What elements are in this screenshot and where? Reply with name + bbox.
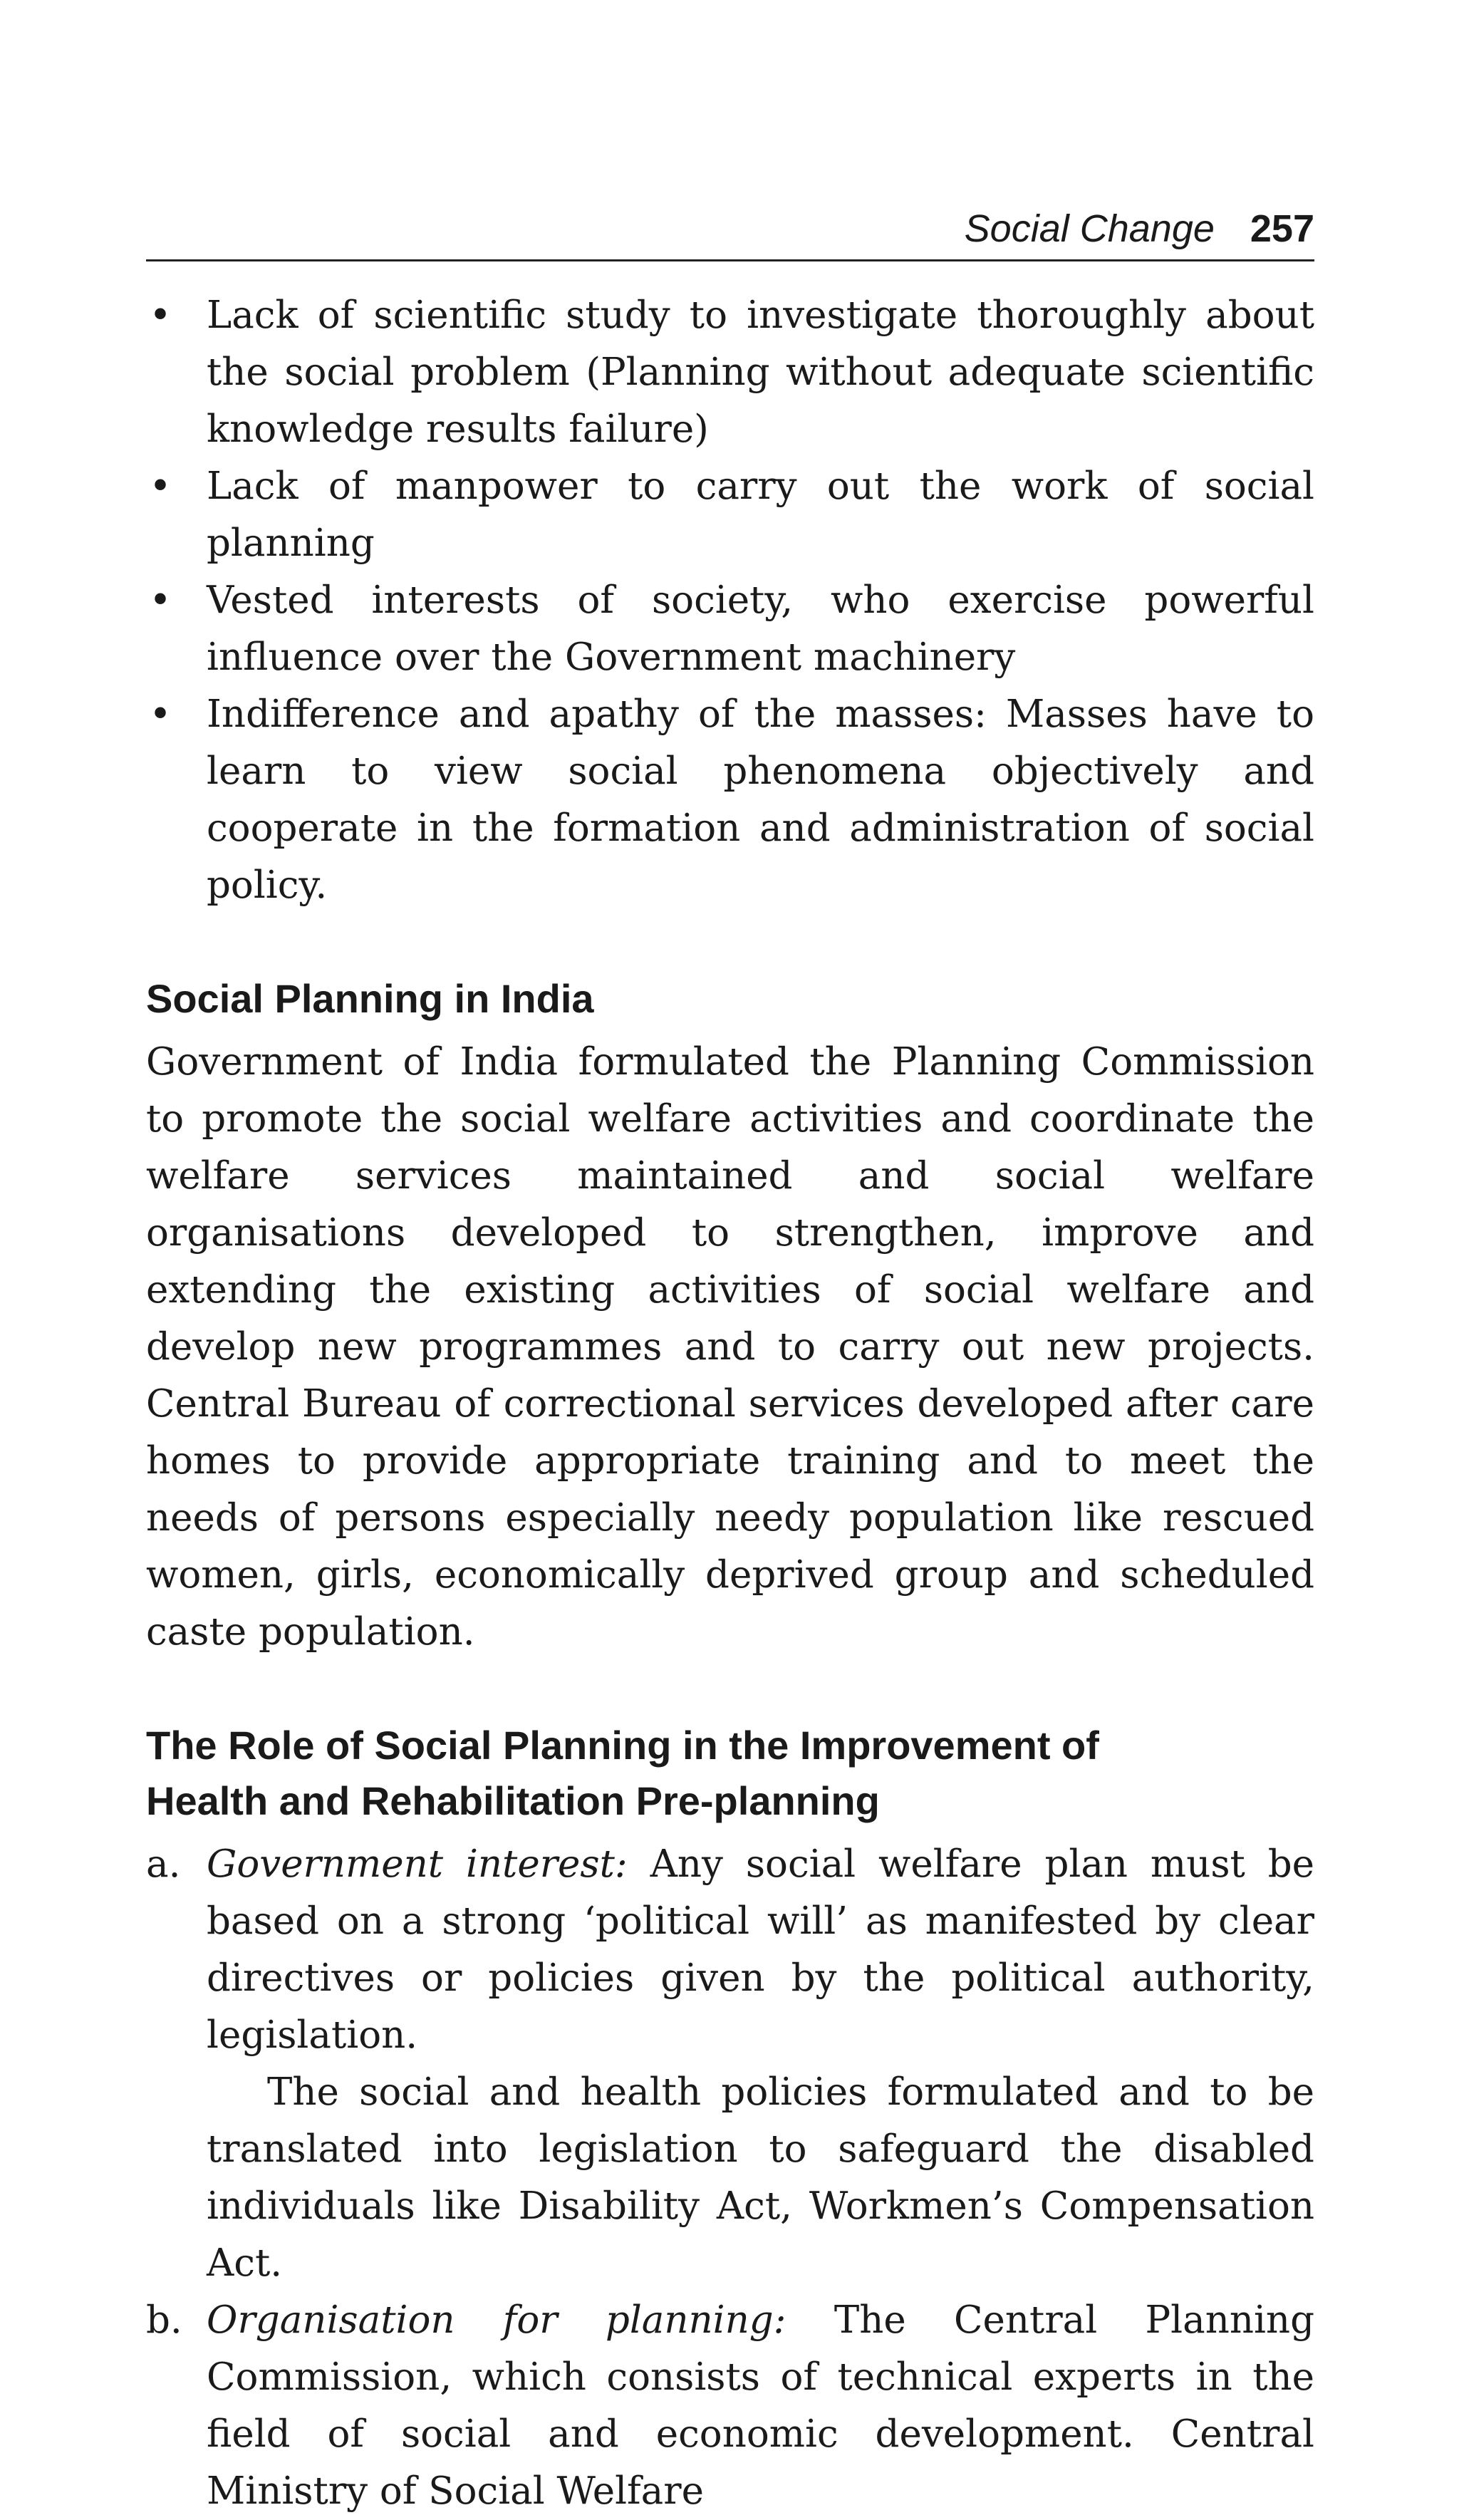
bullet-list <box>146 287 1314 914</box>
page-number: 257 <box>1250 207 1314 250</box>
bullet-marker: • <box>149 465 172 508</box>
section-paragraph: Government of India formulated the Planning Commission to promote the social welfare activities and coordinate the welfare services maintained and social welfare organisations developed to strengthen, improve and extending the existing activities of social welfare and develop new programmes and to carry out new projects. Central Bureau of correctional services developed after care homes to provide appropriate training and to meet the needs of persons especially needy population like rescued women, girls, economically deprived group and scheduled caste population. <box>146 1040 1314 1654</box>
bullet-item <box>146 686 1314 914</box>
bullet-text: Indifference and apathy of the masses: Masses have to learn to view social phenomena objectively and cooperate in the formation and administration of social policy. <box>207 693 1314 907</box>
running-head <box>146 207 1314 261</box>
bullet-marker: • <box>149 693 172 736</box>
book-page <box>146 207 1314 2520</box>
section-heading-social-planning-in-india: Social Planning in India <box>146 976 594 1021</box>
list-marker: b. <box>146 2298 182 2342</box>
heading-line: The Role of Social Planning in the Improvement of <box>146 1723 1099 1768</box>
lettered-list <box>146 1836 1314 2520</box>
bullet-text: Vested interests of society, who exercise powerful influence over the Government machinery <box>207 579 1314 679</box>
bullet-item <box>146 572 1314 686</box>
list-item-b <box>146 2292 1314 2520</box>
list-term: Government interest: <box>207 1842 628 1886</box>
running-head-title: Social Change <box>964 207 1215 250</box>
bullet-marker: • <box>149 294 172 337</box>
bullet-text: Lack of manpower to carry out the work of social planning <box>207 465 1314 565</box>
list-item-a <box>146 1836 1314 2292</box>
body-text <box>146 287 1314 2520</box>
bullet-marker: • <box>149 579 172 622</box>
section-heading-role-of-social-planning <box>146 1718 1314 1829</box>
list-continuation: The social and health policies formulated and to be translated into legislation to safeguard the disabled individuals like Disability Act, Workmen’s Compensation Act. <box>207 2070 1314 2285</box>
bullet-item <box>146 458 1314 572</box>
list-text: Any social welfare plan must be based on a strong ‘political will’ as manifested by clear directives or policies given by the political authority, legislation. <box>207 1842 1314 2057</box>
bullet-text: Lack of scientific study to investigate thoroughly about the social problem (Planning without adequate scientific knowledge results failure) <box>207 294 1314 451</box>
heading-line: Health and Rehabilitation Pre-planning <box>146 1778 880 1823</box>
list-term: Organisation for planning: <box>207 2298 786 2342</box>
list-text: The Central Planning Commission, which consists of technical experts in the field of social and economic development. Central Ministry of Social Welfare <box>207 2298 1314 2513</box>
list-marker: a. <box>146 1842 181 1886</box>
bullet-item <box>146 287 1314 458</box>
